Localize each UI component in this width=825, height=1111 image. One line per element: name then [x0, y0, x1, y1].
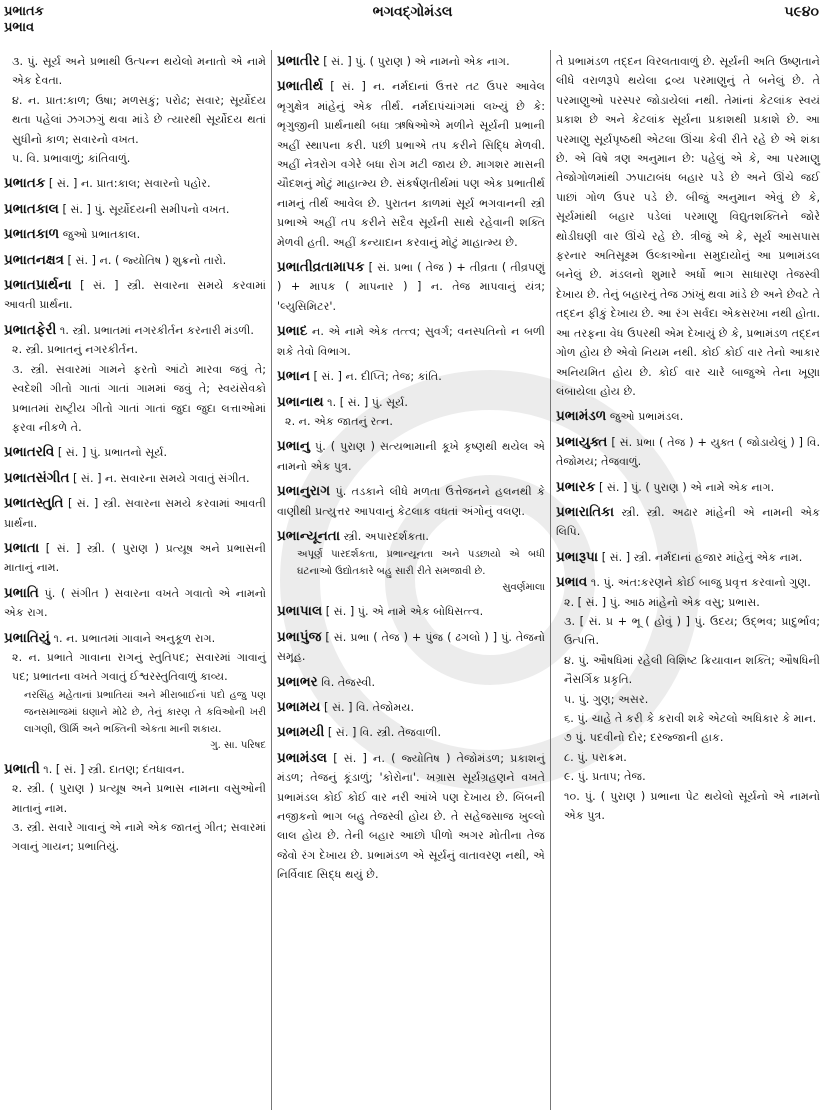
headword: પ્રભારાતિકા [556, 503, 614, 520]
page-title: ભગવદ્ગોમંડલ [372, 4, 453, 20]
sense: ૬. પું. ચાહે તે કરી કે કરાવી શકે એટલો અધિકાર કે માન. [564, 712, 817, 725]
citation-quote: નરસિંહ મહેતાનાં પ્રભાતિયાં અને મીરાબાઈનાં પદો હજુ પણ જનસમાજમાં ઘણાને મોઢે છે, તેનું કારણ તે કવિઓની ખરી લાગણી, ઊર્મિ અને ભક્તિની એકતા માની શકાય. [24, 689, 266, 735]
headword: પ્રભાતક [4, 175, 46, 192]
definition: [ સં. ] ન. ( જ્યોતિષ ) તેજોમંડળ; પ્રકાશનું મંડળ; તેજનું કૂંડાળું; 'કોરોના'. ખગ્રાસ સૂર્યગ્રહણને વખતે પ્રભામંડલ કોઈ કોઈ વાર નરી આંખે પણ દેખાય છે. બિંબની નજીકનો ભાગ બહુ તેજસ્વી હોય છે. તે સહેજસાજ ખુલ્લો લાલ હોય છે. તેની બહાર આછો પીળો અગર મોતીના તેજ જેવો રંગ દેખાય છે. પ્રભામંડળ એ સૂર્યનું વાતાવરણ નથી, એ નિર્વિવાદ સિદ્ધ થયું છે. [277, 751, 545, 882]
headword: પ્રભાન [277, 368, 310, 385]
definition: ૧. પું. અંત:કરણને કોઈ બાજુ પ્રવૃત્ત કરવાનો ગુણ. [590, 576, 811, 590]
definition: પું. તડકાને લીધે મળતા ઉત્તેજનને હલનથી કે વાણીથી પ્રત્યુત્તર આપવાનું કેટલાક વધતાં અંગોનું વલણ. [277, 485, 545, 518]
headword: પ્રભાતરવિ [4, 444, 55, 461]
headword: પ્રભાતીર્થ [277, 78, 324, 95]
sense: ૩. સ્ત્રી. સવારે ગાવાનું એ નામે એક જાતનું ગીત; સવારમાં ગવાનું ગાયન; પ્રભાતિયું. [12, 821, 266, 854]
definition: [ સં. ] સ્ત્રી. ( પુરાણ ) પ્રત્યૂષ અને પ્રભાસની માતાનું નામ. [4, 541, 266, 575]
definition: [ સં. ] ન. ( જ્યોતિષ ) શુક્રનો તારો. [67, 253, 227, 267]
sense: ૨. સ્ત્રી. ( પુરાણ ) પ્રત્યૂષ અને પ્રભાસ નામના વસુઓની માતાનું નામ. [12, 782, 266, 815]
headword: પ્રભાતા [4, 539, 40, 556]
guide-word-first: પ્રભાતક [4, 4, 44, 19]
definition: [ સં. પ્રભા ( તેજ ) + પુંજ ( ઢગલો ) ] પું. તેજનો સમૂહ. [277, 630, 545, 664]
definition: [ સં. ] પું. ( પુરાણ ) એ નામે એક નાગ. [598, 480, 775, 494]
dictionary-entry [4, 251, 266, 270]
headword: પ્રભાન્યૂનતા [277, 527, 341, 544]
dictionary-entry [4, 629, 266, 754]
definition: [ સં. ] ન. નર્મદાનાં ઉત્તર તટ ઉપર આવેલ ભૃગુક્ષેત્ર માંહેનું એક તીર્થ. નર્મદાપંચાંગમાં લખ્યું છે કે: ભૃગુજીની પ્રાર્થનાથી બધા ઋષિઓએ મળીને સૂર્યની પ્રભાની અહીં સ્થાપના કરી. પછી પ્રભાએ તપ કરીને સિદ્ધિ મેળવી. અહીં નેત્રરોગ વગેરે બધા રોગ મટી જાય છે. માગશર માસની ચૌદશનું મોટું માહાત્મ્ય છે. સંકર્ષણતીર્થમાં પણ એક પ્રભાતીર્થ નામનું તીર્થ આવેલ છે. પુરાતન કાળમાં સૂર્ય ભગવાનની સ્ત્રી પ્રભાએ અહીં તપ કરીને સદૈવ સૂર્યની સાથે રહેવાની શક્તિ મેળવી હતી. અહીં કન્યાદાન કરવાનું મોટું માહાત્મ્ય છે. [277, 80, 545, 249]
headword: પ્રભાતી [4, 760, 40, 777]
definition: જુઓ પ્રભામંડલ. [609, 410, 684, 424]
headword: પ્રભાતિયું [4, 629, 50, 646]
headword: પ્રભાતકાળ [4, 226, 60, 243]
sense: ૩. સ્ત્રી. સવારમાં ગામને ફરતો આંટો મારવા જવું તે; સ્વદેશી ગીતો ગાતાં ગાતાં ગામમાં જવું તે; સ્વયંસેવકો પ્રભાતમાં રાષ્ટ્રીય ગીતો ગાતાં ગાતાં જુદા જુદા લત્તાઓમાં ફરવા નીકળે તે. [12, 362, 266, 434]
dictionary-entry [277, 482, 545, 521]
dictionary-entry [4, 760, 266, 857]
dictionary-entry [4, 200, 266, 219]
dictionary-entry [4, 276, 266, 315]
dictionary-entry [277, 628, 545, 667]
headword: પ્રભાયુક્ત [556, 433, 608, 450]
definition: [ સં. ] ન. સવારના સમયે ગવાતું સંગીત. [72, 471, 250, 485]
headword: પ્રભાતસ્તુતિ [4, 495, 64, 512]
headword: પ્રભાતિ [4, 584, 39, 601]
headword: પ્રભાતીર [277, 53, 320, 69]
definition: પું. ( સંગીત ) સવારના વખતે ગવાતો એ નામનો એક રાગ. [4, 586, 267, 620]
dictionary-entry [4, 174, 266, 193]
headword: પ્રભારક [556, 478, 596, 495]
sense: ૪. પું. ઔષધિમાં રહેલી વિશિષ્ટ ક્રિયાવાન શક્તિ; ઔષધિની નૈસર્ગિક પ્રકૃતિ. [564, 653, 820, 687]
dictionary-entry [4, 225, 266, 244]
headword: પ્રભાનુ [277, 438, 310, 455]
dictionary-entry [556, 573, 820, 825]
headword: પ્રભાવ [556, 574, 588, 591]
headword: પ્રભામય [277, 698, 321, 715]
sense: ૫. પું. ગુણ; અસર. [564, 692, 649, 706]
definition: ૧. [ સં. ] સ્ત્રી. દાતણ; દંતધાવન. [43, 762, 185, 776]
headword: પ્રભાપાલ [277, 603, 323, 620]
dictionary-entry [556, 433, 820, 472]
dictionary-entry [277, 77, 545, 252]
headword: પ્રભાતીવ્રતામાપક [277, 259, 365, 276]
dictionary-entry [277, 258, 545, 316]
definition: [ સં. ] વિ. સ્ત્રી. તેજવાળી. [327, 726, 442, 740]
definition: વિ. તેજસ્વી. [321, 675, 376, 689]
dictionary-entry [277, 367, 545, 386]
definition: [ સં. ] વિ. તેજોમય. [324, 700, 415, 714]
definition: [ સં. ] ન. દીપ્તિ; તેજ; કાંતિ. [313, 370, 442, 384]
headword: પ્રભામંડલ [277, 749, 328, 766]
definition: ન. એ નામે એક તત્ત્વ; સુવર્ગ; વનસ્પતિનો ન બળી શકે તેવો વિભાગ. [277, 325, 545, 358]
sense: ૭ પું. પદવીનો દોર; દરજ્જાની હાક. [564, 731, 724, 745]
definition: [ સં. ] સ્ત્રી. સવારના સમયે કરવામાં આવતી પ્રાર્થના. [4, 279, 266, 312]
dictionary-entry [277, 52, 545, 71]
headword: પ્રભાતકાલ [4, 200, 59, 217]
headword: પ્રભાતસંગીત [4, 469, 70, 486]
definition: સ્ત્રી. અપારદર્શકતા. [343, 529, 429, 543]
dictionary-entry [277, 322, 545, 361]
sense: ૨. ન. એક જાતનું રત્ન. [285, 414, 393, 428]
sense: ૨. [ સં. ] પું. આઠ માંહેનો એક વસુ; પ્રભાસ. [564, 595, 760, 609]
sense: ૮. પું. પરાક્રમ. [564, 750, 627, 764]
dictionary-entry [4, 539, 266, 578]
headword: પ્રભાનુરાગ [277, 483, 331, 500]
definition: [ સં. ] પું. ( પુરાણ ) એ નામનો એક નાગ. [323, 55, 510, 68]
page-number: ૫૯૪૦ [784, 4, 819, 20]
dictionary-entry [277, 749, 545, 885]
definition: [ સં. ] પું. સૂર્યોદયની સમીપનો વખત. [62, 202, 230, 216]
definition: [ સં. ] સ્ત્રી. સવારના સમયે કરવામાં આવતી પ્રાર્થના. [4, 497, 267, 530]
entry-continuation: ૩. પું. સૂર્ય અને પ્રભાથી ઉત્પન્ન થયેલો મનાતો એ નામે એક દેવતા. ૪. ન. પ્રાત:કાળ; ઉષા; મળસકું; પરોઢ; સવાર; સૂર્યોદય થતા પહેલાં ઝગઝગું થવા માંડે છે ત્યારથી સૂર્યોદય થતાં સુધીનો કાળ; સવારનો વખત. ૫. વિ. પ્રભાવાળું; કાંતિવાળું. [12, 55, 266, 166]
headword: પ્રભાતફેરી [4, 321, 57, 338]
dictionary-entry [277, 527, 545, 596]
definition: [ સં. ] પું. એ નામે એક બોધિસત્ત્વ. [325, 605, 484, 619]
definition: ૧. સ્ત્રી. પ્રભાતમાં નગરકીર્તન કરનારી મંડળી. [59, 323, 254, 337]
dictionary-entry [556, 548, 820, 567]
dictionary-entry [4, 584, 266, 623]
definition: [ સં. પ્રભા ( તેજ ) + તીવ્રતા ( તીવ્રપણું ) + માપક ( માપનાર ) ] ન. તેજ માપવાનું યંત્ર; 'લ્યુસિમિટર'. [277, 261, 545, 313]
definition: ૧. ન. પ્રભાતમાં ગાવાને અનુકૂળ રાગ. [53, 631, 216, 645]
definition: [ સં. ] સ્ત્રી. નર્મદાનાં હજાર માંહેનું એક નામ. [601, 550, 803, 564]
dictionary-entry [556, 503, 820, 542]
guide-word-last: પ્રભાવ [4, 20, 35, 35]
definition: ૧. [ સં. ] પું. સૂર્ય. [327, 395, 408, 409]
sense: ૨. સ્ત્રી. પ્રભાતનું નગરકીર્તન. [12, 343, 138, 357]
dictionary-entry [4, 494, 266, 533]
definition: પું. ( પુરાણ ) સત્યભામાની કૂખે કૃષ્ણથી થયેલ એ નામનો એક પુત્ર. [277, 440, 546, 473]
dictionary-entry [277, 602, 545, 621]
column-1 [4, 52, 266, 863]
dictionary-entry [277, 437, 545, 476]
dictionary-entry [556, 407, 820, 426]
headword: પ્રભાદ [277, 323, 308, 340]
headword: પ્રભાપુંજ [277, 628, 322, 645]
dictionary-entry [4, 321, 266, 437]
column-divider [550, 50, 551, 1110]
column-3 [556, 52, 820, 831]
definition: [ સં. ] પું. પ્રભાતનો સૂર્ય. [57, 446, 168, 460]
headword: પ્રભારૂપા [556, 548, 599, 565]
sense: ૩. [ સં. પ્ર + ભૂ ( હોવું ) ] પું. ઉદય; ઉદ્ભવ; પ્રાદુર્ભાવ; ઉત્પત્તિ. [564, 614, 820, 648]
sense: ૨. ન. પ્રભાતે ગાવાના રાગનું સ્તુતિપદ; સવારમાં ગાવાનું પદ; પ્રભાતના વખતે ગવાતું ઈશ્વરસ્તુતિવાળું કાવ્ય. [12, 650, 266, 684]
definition: સ્ત્રી. સ્ત્રી. અઢાર માંહેની એ નામની એક લિપિ. [556, 505, 821, 539]
citation-quote: અપૂર્ણ પારદર્શકતા, પ્રભાન્યૂનતા અને પડછાયો એ બધી ઘટનાઓ ઉદ્યોતકારે બહુ સારી રીતે સમજાવી છે. [297, 549, 545, 578]
dictionary-entry [556, 478, 820, 497]
headword: પ્રભાભર [277, 673, 318, 690]
definition: જુઓ પ્રભાતકાલ. [62, 228, 141, 242]
headword: પ્રભામયી [277, 724, 325, 741]
headword: પ્રભાતનક્ષત્ર [4, 251, 64, 268]
definition: [ સં. પ્રભા ( તેજ ) + યુક્ત ( જોડાયેલું ) ] વિ. તેજોમય; તેજવાળું. [556, 435, 820, 469]
dictionary-entry [277, 723, 545, 742]
column-divider [271, 50, 272, 1110]
dictionary-entry [4, 443, 266, 462]
headword: પ્રભામંડળ [556, 408, 607, 425]
column-2 [277, 52, 545, 891]
entry-continuation: તે પ્રભામંડળ તદ્દન વિરલતાવાળું છે. સૂર્યની અતિ ઉષ્ણતાને લીધે વરાળરૂપે થયેલા દ્રવ્ય પરમાણુનું તે બનેલું છે. તે પરમાણુઓ પરસ્પર જોડાયેલાં નથી. તેમાંનાં કેટલાંક સ્વયં પ્રકાશ છે અને કેટલાંક સૂર્યના પ્રકાશથી પ્રકાશે છે. આ પરમાણુ સૂર્યપૃષ્ઠથી એટલા ઊંચા કેવી રીતે રહે છે એ શંકા છે. એ વિષે ત્રણ અનુમાન છે: પહેલું એ કે, આ પરમાણુ તેજોગોળમાંથી ઝપાટાબંધ બહાર પડે છે અને ઊંચે જઈ પાછાં ગોળ ઉપર પડે છે. બીજું અનુમાન એવું છે કે, સૂર્યમાંથી બહાર પડેલાં પરમાણુ વિદ્યુતશક્તિને જોરે થોડીઘણી વાર ઊંચે રહે છે. ત્રીજું એ કે, સૂર્ય આસપાસ ફરનાર અતિસૂક્ષ્મ ઉલ્કાઓના સમુદાયોનું આ પ્રભામંડલ બનેલું છે. મંડલનો શુમારે અર્ધો ભાગ સાધારણ તેજસ્વી દેખાય છે. તેનું બહારનું તેજ ઝાંખું થવા માંડે છે અને છેવટે તે તદ્દન ફીકું દેખાય છે. આ રંગ સર્વદા એકસરખા નથી હોતા. આ તરફના વેધ ઉપરથી એમ દેખાયું છે કે, પ્રભામંડળ તદ્દન ગોળ હોય છે એવો નિયમ નથી. કોઈ કોઈ વાર તેનો આકાર અનિયમિત હોય છે. કોઈ વાર ચારે બાજુએ તેના ખૂણા લંબાયેલા હોય છે. [556, 55, 820, 398]
sense: ૧૦. પું. ( પુરાણ ) પ્રભાના પેટ થયેલો સૂર્યનો એ નામનો એક પુત્ર. [564, 789, 820, 823]
dictionary-entry [277, 673, 545, 692]
headword: પ્રભાનાથ [277, 393, 324, 410]
dictionary-entry [4, 469, 266, 488]
citation-source: સુવર્ણમાલા [502, 582, 545, 594]
citation-source: ગુ. સા. પરિષદ [210, 739, 266, 751]
sense: ૯. પું. પ્રતાપ; તેજ. [564, 770, 646, 784]
definition: [ સં. ] ન. પ્રાત:કાલ; સવારનો પહોર. [48, 177, 211, 191]
dictionary-entry [277, 393, 545, 432]
page-header [0, 4, 825, 44]
headword: પ્રભાતપ્રાર્થના [4, 277, 72, 294]
dictionary-entry [277, 698, 545, 717]
